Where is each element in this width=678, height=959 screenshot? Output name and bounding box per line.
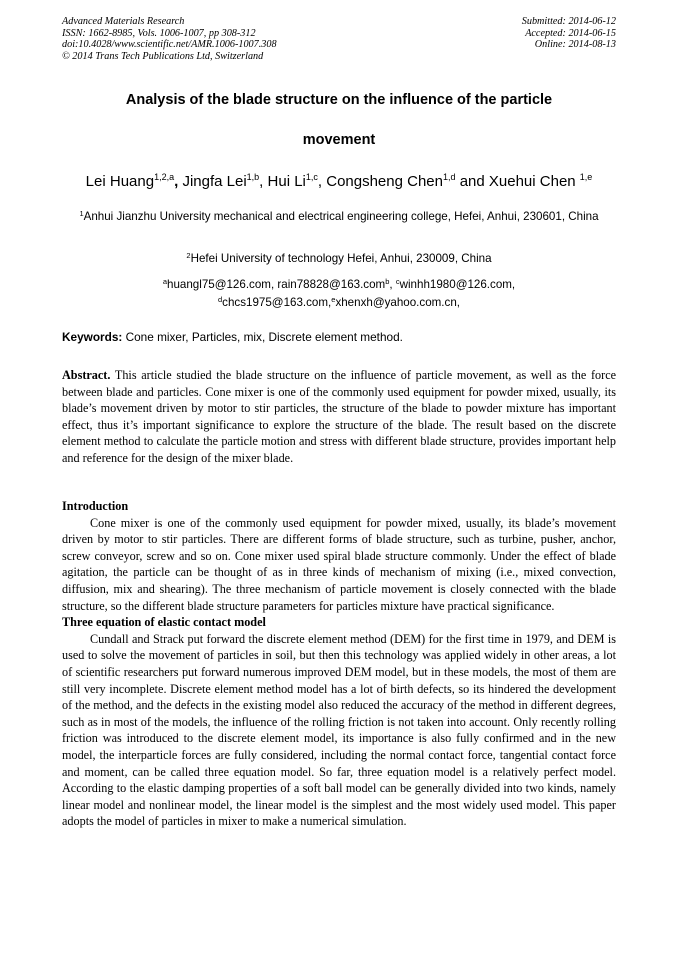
- email-line-2: [62, 294, 616, 312]
- affiliation-1: [62, 208, 616, 226]
- author-separator: ,: [259, 173, 264, 190]
- author-name: Congsheng Chen: [326, 173, 443, 190]
- email-line-1: [62, 276, 616, 294]
- affiliation-2: [62, 250, 616, 268]
- section-paragraph-contact-model: Cundall and Strack put forward the discrete element method (DEM) for the first time in 1979, and DEM is used to solve the movement of particles in soil, but then this technology was applied widely in other areas, a lot of scientific researchers put forward numerous improved DEM model, but in these models, the most of them are still very incomplete. Discrete element method model has a lot of birth defects, so its hindered the development of the method, and the defects in the existing model also reduced the accuracy of the method in different degrees, such as in most of the models, the influence of the rolling friction is not taken into account. Only recently rolling friction was introduced to the discrete element model, its importance is also fully confirmed and in the new model, the interparticle forces are fully considered, including the normal contact force, tangential contact force and moment, can be called three equation model. So far, three equation model is a relatively perfect model. According to the elastic damping properties of a soft ball model can be generally divided into two kinds, namely linear model and nonlinear model, the linear model is the simplest and the most widely used model. This paper adopts the model of particles in mixer to make a numerical simulation.: [62, 631, 616, 829]
- email-separator: ,: [389, 278, 393, 291]
- author-and: and: [459, 173, 485, 190]
- email-address: xhenxh@yahoo.com.cn,: [335, 296, 460, 309]
- paper-title-line-1: Analysis of the blade structure on the influence of the particle: [125, 92, 553, 108]
- header-left: [62, 16, 277, 62]
- doi-line: doi:10.4028/www.scientific.net/AMR.1006-1007.308: [62, 39, 277, 51]
- header-right: [522, 16, 616, 51]
- author-emails: [62, 276, 616, 312]
- paper-title-line-2: movement: [302, 132, 376, 148]
- affiliation-text: Hefei University of technology Hefei, Anhui, 230009, China: [190, 252, 492, 265]
- email-sup: c: [395, 277, 400, 286]
- affiliation-sup: 2: [186, 251, 191, 260]
- section-heading-contact-model: Three equation of elastic contact model: [62, 615, 266, 630]
- author-name: Lei Huang: [85, 173, 155, 190]
- author-list: [40, 173, 638, 190]
- author-sup: 1,b: [246, 172, 260, 182]
- online-date: Online: 2014-08-13: [534, 39, 616, 51]
- author-separator: ,: [174, 173, 179, 190]
- email-sup: a: [162, 277, 167, 286]
- keywords-text: Cone mixer, Particles, mix, Discrete element method.: [125, 330, 403, 344]
- author-sup: 1,2,a: [154, 172, 175, 182]
- keywords-label: Keywords:: [62, 330, 123, 344]
- copyright-line: © 2014 Trans Tech Publications Ltd, Switzerland: [62, 50, 264, 62]
- body-sections: [62, 498, 616, 830]
- email-address: chcs1975@163.com,: [222, 296, 332, 309]
- keywords: [62, 330, 616, 344]
- email-address: rain78828@163.com: [277, 278, 386, 291]
- email-sup: b: [385, 277, 390, 286]
- abstract-text: This article studied the blade structure on the influence of particle movement, as well as the force between blade and particles. Cone mixer is one of the commonly used equipment for powder mixed, usually, its blade’s movement driven by motor to stir particles, the structure of the blade to powder mixture has important effect, thus it’s important significance to explore the structure of the blade. The result based on the discrete element method to calculate the particle motion and stress with different blade structure, provides important help and reference for the design of the mixer blade.: [62, 368, 617, 465]
- issn-line: ISSN: 1662-8985, Vols. 1006-1007, pp 308-312: [62, 27, 256, 39]
- author-separator: ,: [317, 173, 323, 190]
- author-sup: 1,c: [305, 172, 318, 182]
- author-sup: 1,e: [579, 172, 593, 182]
- submitted-date: Submitted: 2014-06-12: [521, 16, 616, 27]
- abstract-label: Abstract.: [62, 368, 111, 382]
- author-name: Xuehui Chen: [488, 173, 576, 190]
- section-paragraph-introduction: Cone mixer is one of the commonly used equipment for powder mixed, usually, its blade’s movement driven by motor to stir particles. There are different forms of blade structure, such as turbine, pusher, anchor, screw conveyor, screw and so on. Cone mixer used spiral blade structure commonly. Under the effect of blade agitation, the particle can be thought of as in three kinds of mechanism of mixing (i.e., mixed convection, diffusion, mix and shearing). The three mechanism of particle movement is closely connected with the blade structure, so the different blade structure parameters for particles mixture have practical significance.: [62, 515, 616, 613]
- journal-name: Advanced Materials Research: [62, 16, 185, 27]
- abstract: [62, 367, 616, 467]
- affiliation-sup: 1: [79, 209, 84, 218]
- email-sup: e: [331, 295, 336, 304]
- affiliation-text: Anhui Jianzhu University mechanical and electrical engineering college, Hefei, Anhui, 230601, China: [83, 210, 599, 223]
- email-address: huangl75@126.com,: [167, 278, 275, 291]
- author-name: Jingfa Lei: [182, 173, 247, 190]
- author-name: Hui Li: [267, 173, 306, 190]
- email-sup: d: [218, 295, 223, 304]
- section-heading-introduction: Introduction: [62, 499, 129, 513]
- accepted-date: Accepted: 2014-06-15: [525, 27, 616, 39]
- author-sup: 1,d: [443, 172, 456, 182]
- email-address: winhh1980@126.com,: [399, 278, 516, 291]
